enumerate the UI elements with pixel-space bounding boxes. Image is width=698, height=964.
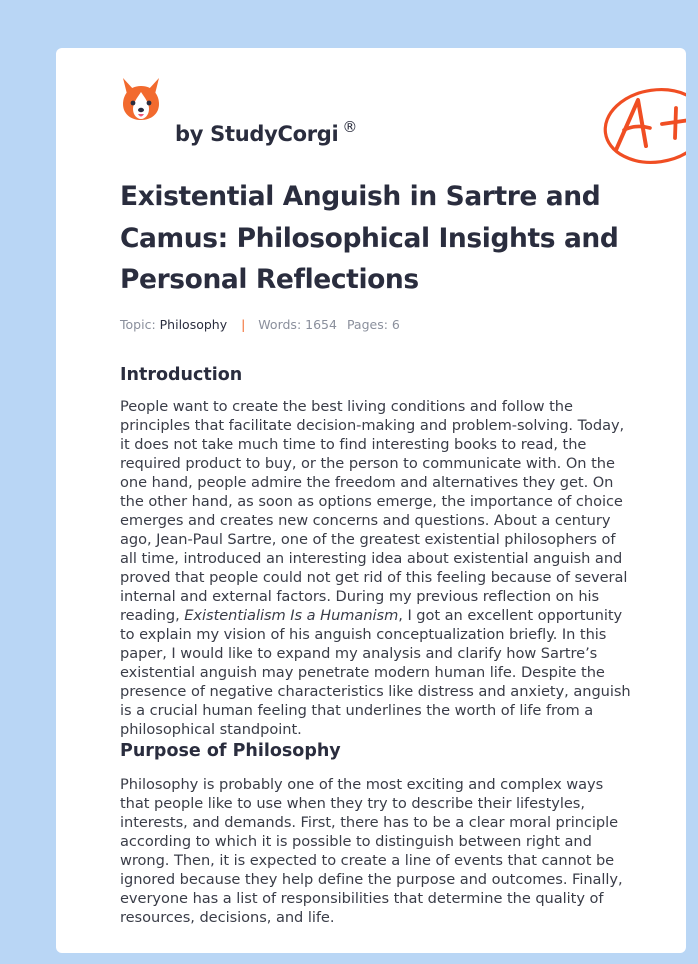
words-count: 1654 [305,316,337,332]
document-body [120,176,636,927]
brand-name[interactable]: by StudyCorgi ® [175,118,358,146]
section-paragraph-purpose: Philosophy is probably one of the most exciting and complex ways that people like to use when they try to describe their lifestyles, interests, and demands. First, there has to be a clear moral principle according to which it is possible to distinguish between right and wrong. Then, it is expected to create a line of events that cannot be ignored because they help define the purpose and outcomes. Finally, everyone has a list of responsibilities that determine the quality of resources, decisions, and life. [120,775,623,926]
header [120,74,640,144]
pages-label: Pages: [346,316,388,332]
document-page [56,48,686,953]
meta-separator: | [241,316,246,332]
a-plus-grade-icon [602,84,686,166]
registered-mark: ® [342,118,358,136]
section-heading-introduction: Introduction [120,364,243,385]
topic-link[interactable]: Philosophy [159,316,228,332]
book-title: Existentialism Is a Humanism [184,606,399,624]
document-meta [120,317,636,335]
pages-count: 6 [391,316,400,332]
section-paragraph-introduction: People want to create the best living conditions and follow the principles that facilitate decision-making and problem-solving. Today, it does not take much time to find interesting books to read, the required product to buy, or the person to communicate with. On the one hand, people admire the freedom and alternatives they get. On the other hand, as soon as options emerge, the importance of choice emerges and creates new concerns and questions. About a century ago, Jean-Paul Sartre, one of the greatest existential philosophers of all time, introduced an interesting idea about existential anguish and proved that people could not get rid of this feeling because of several internal and external factors. During my previous reflection on his reading, Existentialism Is a Humanism, I got an excellent opportunity to explain my vision of his anguish conceptualization briefly. In this paper, I would like to expand my analysis and clarify how Sartre’s existential anguish may penetrate modern human life. Despite the presence of negative characteristics like distress and anxiety, anguish is a crucial human feeling that underlines the worth of life from a philosophical standpoint. [120,397,631,738]
words-label: Words: [258,316,302,332]
section-heading-purpose: Purpose of Philosophy [120,740,341,761]
corgi-logo-icon [120,76,162,122]
topic-label: Topic: [120,316,156,332]
document-title: Existential Anguish in Sartre and Camus: Philosophical Insights and Personal Reflections [120,181,619,295]
